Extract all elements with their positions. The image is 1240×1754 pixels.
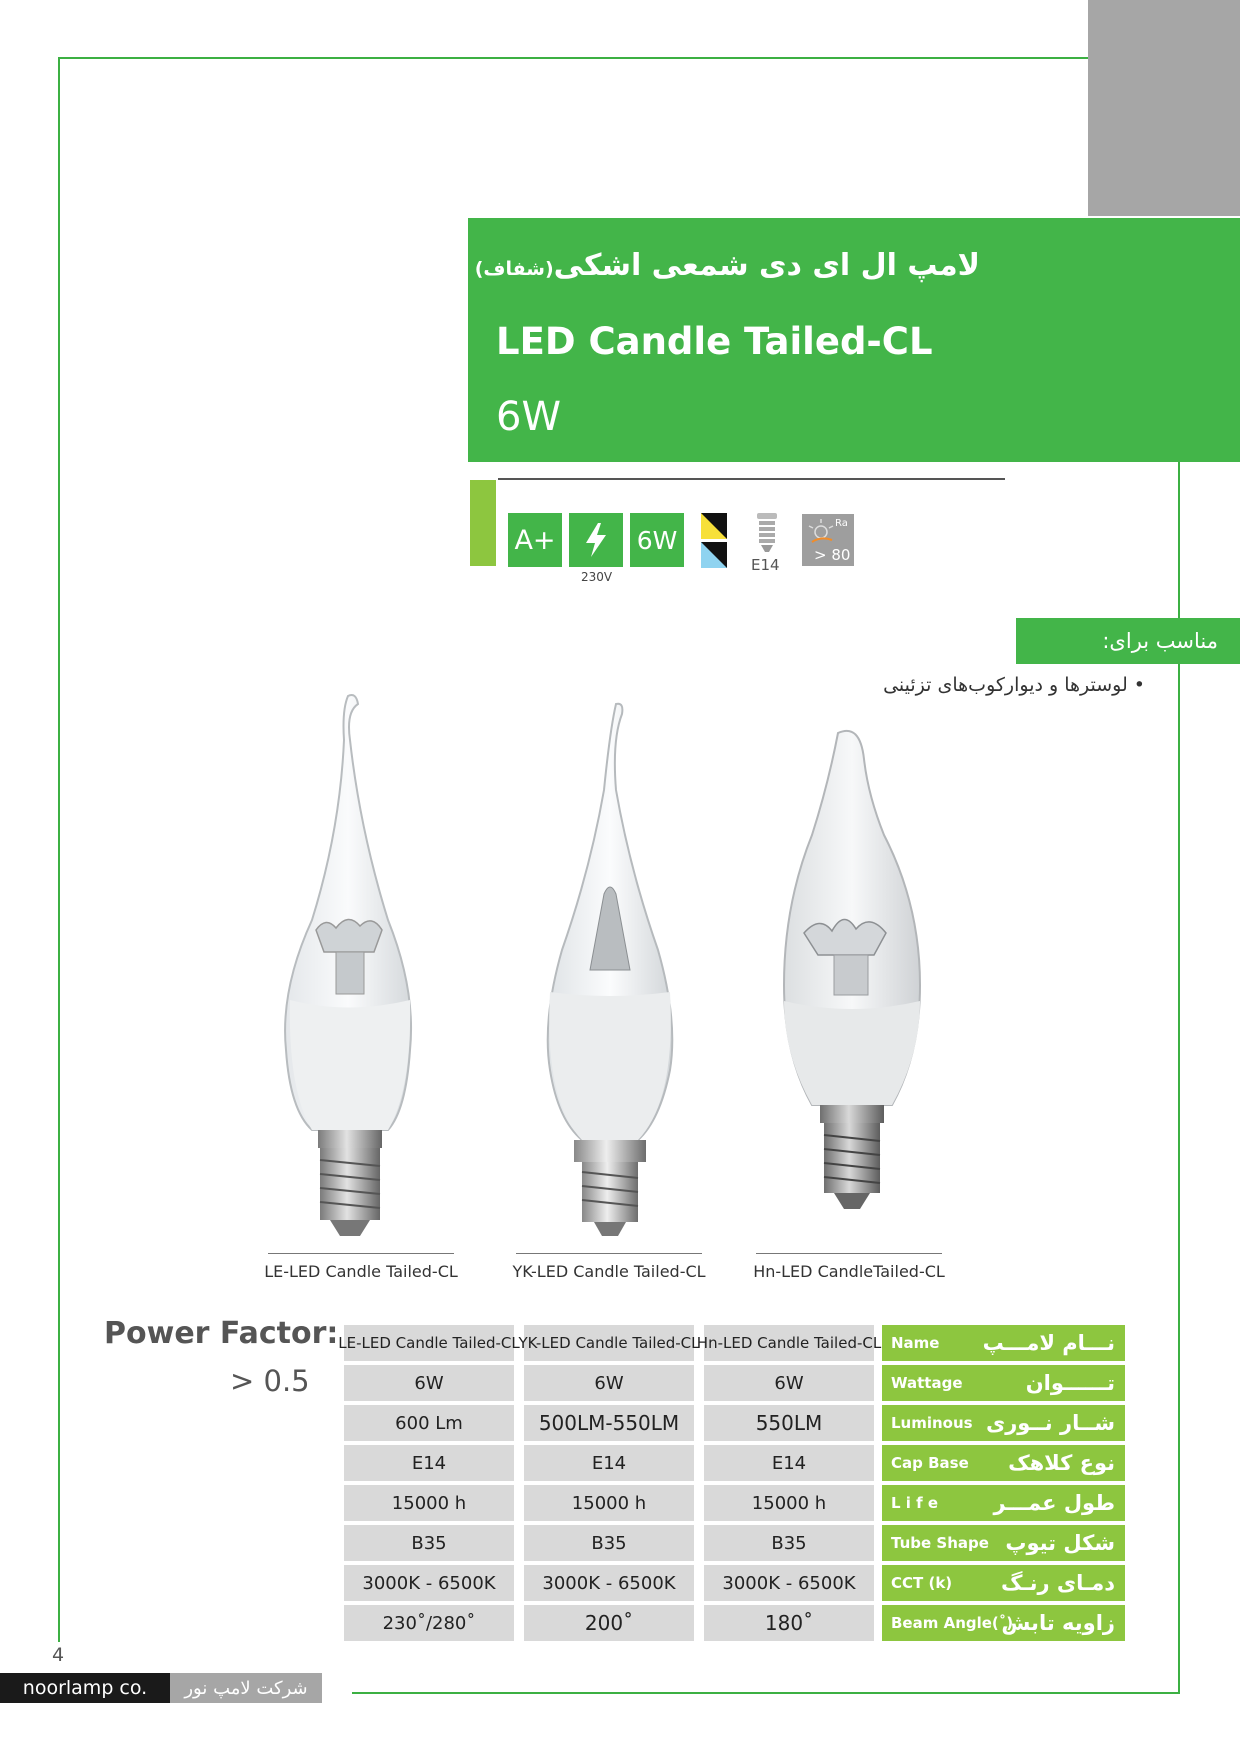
spec-row-label [882, 1445, 1125, 1481]
spec-row-label [882, 1485, 1125, 1521]
spec-cell: B35 [524, 1525, 694, 1561]
spec-label-persian: زاویه تابش [1001, 1611, 1115, 1635]
spec-row-label [882, 1365, 1125, 1401]
cri-value: > 80 [814, 546, 851, 564]
spec-label-english: Tube Shape [891, 1534, 989, 1552]
spec-cell: 6W [524, 1365, 694, 1401]
spec-cell: 500LM-550LM [524, 1405, 694, 1441]
spec-label-english: Luminous [891, 1414, 973, 1432]
spec-label-persian: شکل تیوپ [1005, 1531, 1115, 1555]
title-english: LED Candle Tailed-CL [496, 320, 933, 363]
spec-cell: E14 [344, 1445, 514, 1481]
spec-row-label [882, 1605, 1125, 1641]
color-temperature-icon [700, 512, 730, 570]
icon-accent-bar [470, 480, 496, 566]
product-image-le-bulb [260, 690, 440, 1240]
spec-cell: E14 [524, 1445, 694, 1481]
lightning-icon [569, 513, 623, 567]
spec-cell: 15000 h [524, 1485, 694, 1521]
spec-cell: 3000K - 6500K [704, 1565, 874, 1601]
spec-row-label [882, 1525, 1125, 1561]
spec-label-english: Name [891, 1334, 940, 1352]
spec-cell: 200˚ [524, 1605, 694, 1641]
power-factor-value: > 0.5 [230, 1364, 310, 1398]
frame-left-line [58, 57, 60, 1642]
spec-label-persian: نـــام لامـــپ [982, 1331, 1115, 1355]
corner-gray-block [1088, 0, 1240, 216]
voltage-caption: 230V [581, 570, 613, 584]
spec-label-persian: شــار نــوری [985, 1411, 1115, 1435]
spec-cell: LE-LED Candle Tailed-CL [344, 1325, 514, 1361]
spec-row-label [882, 1405, 1125, 1441]
spec-cell: B35 [344, 1525, 514, 1561]
spec-cell: 15000 h [704, 1485, 874, 1521]
brand-logo-persian: شرکت لامپ نور [170, 1673, 322, 1703]
energy-class-icon [508, 513, 562, 567]
spec-cell: 230˚/280˚ [344, 1605, 514, 1641]
spec-cell: B35 [704, 1525, 874, 1561]
page-number: 4 [52, 1644, 65, 1666]
brand-logo-english: noorlamp co. [0, 1673, 170, 1703]
cri-sun-icon [806, 518, 836, 546]
cri-icon [802, 514, 854, 566]
frame-bottom-line [352, 1692, 1180, 1694]
product-image-hn-bulb [760, 725, 940, 1225]
spec-row-label [882, 1325, 1125, 1361]
product-caption-2: YK-LED Candle Tailed-CL [512, 1262, 706, 1281]
spec-cell: E14 [704, 1445, 874, 1481]
spec-label-persian: نوع کلاهک [1008, 1451, 1115, 1475]
product-divider-2 [516, 1253, 702, 1254]
spec-label-english: L i f e [891, 1494, 939, 1512]
wattage-value: 6W [636, 525, 678, 555]
cri-label: Ra [835, 518, 848, 529]
spec-label-english: CCT (k) [891, 1574, 953, 1592]
icon-separator-line [498, 478, 1005, 480]
title-box [468, 218, 1240, 462]
spec-cell: 6W [704, 1365, 874, 1401]
spec-label-persian: طول عمـــر [993, 1491, 1115, 1515]
spec-label-english: Cap Base [891, 1454, 969, 1472]
spec-label-english: Wattage [891, 1374, 963, 1392]
title-power: 6W [496, 394, 561, 440]
product-divider-3 [756, 1253, 942, 1254]
spec-cell: 15000 h [344, 1485, 514, 1521]
spec-cell: 550LM [704, 1405, 874, 1441]
power-factor-label: Power Factor: [104, 1316, 339, 1351]
spec-cell: YK-LED Candle Tailed-CL [524, 1325, 694, 1361]
spec-label-english: Beam Angle(˚) [891, 1614, 1014, 1632]
spec-label-persian: تــــــوان [1025, 1371, 1115, 1395]
suitable-for-heading: مناسب برای: [1016, 618, 1240, 664]
spec-row-label [882, 1565, 1125, 1601]
cap-caption: E14 [751, 556, 780, 574]
title-persian: لامپ ال ای دی شمعی اشکی(شفاف) [474, 248, 980, 283]
spec-cell: Hn-LED Candle Tailed-CL [704, 1325, 874, 1361]
product-image-yk-bulb [520, 700, 700, 1240]
spec-label-persian: دمـای رنـگ [1000, 1571, 1115, 1595]
e14-base-icon [752, 512, 782, 554]
spec-cell: 3000K - 6500K [524, 1565, 694, 1601]
wattage-icon [630, 513, 684, 567]
product-caption-1: LE-LED Candle Tailed-CL [264, 1262, 458, 1281]
energy-class-value: A+ [514, 524, 556, 556]
spec-cell: 6W [344, 1365, 514, 1401]
spec-cell: 3000K - 6500K [344, 1565, 514, 1601]
spec-cell: 600 Lm [344, 1405, 514, 1441]
product-caption-3: Hn-LED CandleTailed-CL [753, 1262, 945, 1281]
suitable-for-item: • لوسترها و دیوارکوب‌های تزئینی [883, 674, 1145, 696]
product-divider-1 [268, 1253, 454, 1254]
frame-top-line [58, 57, 1088, 59]
title-persian-suffix: (شفاف) [474, 258, 554, 280]
spec-cell: 180˚ [704, 1605, 874, 1641]
